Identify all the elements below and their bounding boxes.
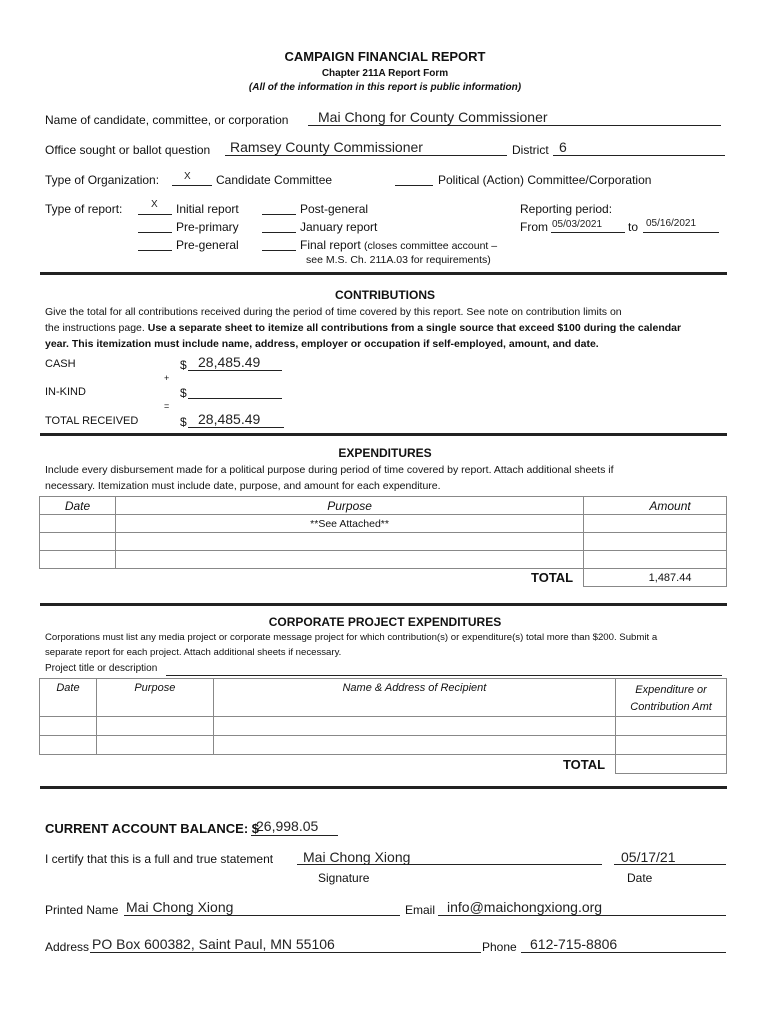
contributions-title: CONTRIBUTIONS (335, 288, 435, 302)
cash-dollar: $ (180, 358, 187, 372)
expenditure-purpose-cell[interactable] (116, 533, 584, 551)
balance-label: CURRENT ACCOUNT BALANCE: $ (45, 821, 260, 836)
corporate-col-amount-1: Expenditure or (635, 684, 707, 696)
to-line (643, 232, 719, 233)
corporate-total-label: TOTAL (213, 755, 615, 774)
phone-line (521, 952, 726, 953)
corporate-date-cell[interactable] (40, 717, 97, 736)
corporate-col-date: Date (40, 679, 97, 717)
printed-name-field[interactable]: Mai Chong Xiong (126, 899, 234, 915)
empty-cell (40, 755, 97, 774)
expenditures-col-amount: Amount (584, 497, 727, 515)
cash-label: CASH (45, 358, 76, 370)
preprimary-label: Pre-primary (176, 220, 239, 234)
reporting-period-label: Reporting period: (520, 202, 613, 216)
initial-line (138, 214, 172, 215)
org-type-label: Type of Organization: (45, 173, 160, 187)
total-received-line (188, 427, 284, 428)
initial-label: Initial report (176, 202, 239, 216)
corporate-purpose-cell[interactable] (96, 717, 213, 736)
expenditures-total-label: TOTAL (116, 569, 584, 587)
empty-cell (40, 569, 116, 587)
org-candidate-checkbox[interactable]: X (184, 171, 191, 182)
january-line[interactable] (262, 232, 296, 233)
expenditure-date-cell[interactable] (40, 551, 116, 569)
expenditure-purpose-cell[interactable]: **See Attached** (116, 515, 584, 533)
district-field[interactable]: 6 (559, 139, 567, 155)
contributions-text-2 (45, 320, 681, 336)
plus-sign: + (164, 373, 170, 383)
address-label: Address (45, 940, 90, 954)
inkind-label: IN-KIND (45, 386, 86, 398)
expenditure-amount-cell[interactable] (584, 533, 727, 551)
january-label: January report (300, 220, 378, 234)
corporate-header-row (40, 679, 727, 717)
pregeneral-label: Pre-general (176, 238, 239, 252)
table-row (40, 736, 727, 755)
to-date-field[interactable]: 05/16/2021 (646, 218, 697, 229)
table-row (40, 717, 727, 736)
email-line (438, 915, 726, 916)
from-label: From (520, 220, 548, 234)
office-label: Office sought or ballot question (45, 143, 211, 157)
expenditures-title: EXPENDITURES (338, 446, 432, 460)
printed-name-label: Printed Name (45, 903, 119, 917)
section-divider-balance (40, 786, 727, 789)
date-field[interactable]: 05/17/21 (621, 849, 676, 865)
section-divider-corporate (40, 603, 727, 606)
expenditure-purpose-cell[interactable] (116, 551, 584, 569)
table-row (40, 551, 727, 569)
contributions-text-1: Give the total for all contributions received during the period of time covered by this report. See note on contribution limits on (45, 306, 622, 318)
district-label: District (512, 143, 549, 157)
project-title-label: Project title or description (45, 663, 158, 674)
expenditures-header-row (40, 497, 727, 515)
table-row (40, 515, 727, 533)
candidate-name-label: Name of candidate, committee, or corporation (45, 113, 289, 127)
corporate-text-1: Corporations must list any media project or corporate message project for which contribution(s) or expenditure(s) total more than $200. Submit a (45, 632, 658, 643)
report-title: CAMPAIGN FINANCIAL REPORT (284, 49, 486, 64)
candidate-name-line (308, 125, 721, 126)
expenditure-date-cell[interactable] (40, 515, 116, 533)
corporate-amount-cell[interactable] (616, 717, 727, 736)
email-field[interactable]: info@maichongxiong.org (447, 899, 603, 915)
total-dollar: $ (180, 415, 187, 429)
expenditures-total-row (40, 569, 727, 587)
project-title-field[interactable] (166, 675, 722, 676)
empty-cell (96, 755, 213, 774)
from-line (551, 232, 625, 233)
corporate-col-amount-2: Contribution Amt (630, 701, 712, 713)
phone-label: Phone (482, 940, 517, 954)
contributions-text-3: year. This itemization must include name, address, employer or occupation if self-employed, amount, and date. (45, 338, 599, 350)
cash-field[interactable]: 28,485.49 (198, 354, 261, 370)
report-subtitle: Chapter 211A Report Form (321, 68, 449, 79)
pregeneral-line[interactable] (138, 250, 172, 251)
date-label: Date (627, 871, 653, 885)
email-label: Email (405, 903, 436, 917)
corporate-date-cell[interactable] (40, 736, 97, 755)
final-text: Final report (300, 238, 361, 252)
total-received-field[interactable]: 28,485.49 (198, 411, 261, 427)
postgeneral-line[interactable] (262, 214, 296, 215)
corporate-recipient-cell[interactable] (213, 736, 615, 755)
corporate-col-purpose: Purpose (96, 679, 213, 717)
cash-line (188, 370, 282, 371)
candidate-name-field[interactable]: Mai Chong for County Commissioner (318, 109, 548, 125)
expenditure-amount-cell[interactable] (584, 551, 727, 569)
expenditures-total-field[interactable]: 1,487.44 (584, 569, 727, 587)
inkind-dollar: $ (180, 386, 187, 400)
corporate-purpose-cell[interactable] (96, 736, 213, 755)
table-row (40, 533, 727, 551)
corporate-table (39, 678, 727, 774)
expenditure-amount-cell[interactable] (584, 515, 727, 533)
expenditures-table (39, 496, 727, 587)
certify-statement: I certify that this is a full and true statement (45, 852, 274, 866)
corporate-total-field[interactable] (616, 755, 727, 774)
final-note-2: see M.S. Ch. 211A.03 for requirements) (306, 254, 491, 266)
initial-checkbox[interactable]: X (151, 199, 158, 210)
corporate-col-recipient: Name & Address of Recipient (213, 679, 615, 717)
org-candidate-label: Candidate Committee (216, 173, 333, 187)
final-note-1: (closes committee account – (364, 240, 498, 252)
from-date-field[interactable]: 05/03/2021 (552, 219, 603, 230)
printed-name-line (124, 915, 400, 916)
contributions-text-2b: Use a separate sheet to itemize all contributions from a single source that exceed $100 during the calendar (147, 322, 682, 334)
postgeneral-label: Post-general (300, 202, 369, 216)
contributions-text-2a: the instructions page. (45, 322, 148, 334)
corporate-amount-cell[interactable] (616, 736, 727, 755)
expenditure-date-cell[interactable] (40, 533, 116, 551)
expenditures-col-date: Date (40, 497, 116, 515)
final-label (300, 238, 497, 252)
to-label: to (628, 220, 639, 234)
signature-field[interactable]: Mai Chong Xiong (303, 849, 411, 865)
expenditures-col-purpose: Purpose (116, 497, 584, 515)
report-type-label: Type of report: (45, 202, 123, 216)
corporate-text-2: separate report for each project. Attach additional sheets if necessary. (45, 647, 342, 658)
corporate-col-amount (616, 679, 727, 717)
office-field[interactable]: Ramsey County Commissioner (230, 139, 423, 155)
address-line (90, 952, 481, 953)
public-note: (All of the information in this report is public information) (248, 82, 522, 93)
balance-field[interactable]: 26,998.05 (256, 818, 319, 834)
corporate-recipient-cell[interactable] (213, 717, 615, 736)
org-political-line[interactable] (395, 185, 433, 186)
section-divider-contributions (40, 272, 727, 275)
section-divider-expenditures (40, 433, 727, 436)
corporate-total-row (40, 755, 727, 774)
org-candidate-line (172, 185, 212, 186)
balance-line (251, 835, 338, 836)
preprimary-line[interactable] (138, 232, 172, 233)
expenditures-text-1: Include every disbursement made for a political purpose during period of time covered by report. Attach additional sheets if (45, 464, 614, 476)
expenditures-text-2: necessary. Itemization must include date, purpose, and amount for each expenditure. (45, 480, 441, 492)
total-received-label: TOTAL RECEIVED (45, 415, 139, 427)
final-line[interactable] (262, 250, 296, 251)
signature-label: Signature (318, 871, 370, 885)
org-political-label: Political (Action) Committee/Corporation (438, 173, 652, 187)
inkind-field[interactable] (188, 398, 282, 399)
corporate-title: CORPORATE PROJECT EXPENDITURES (268, 615, 502, 629)
equals-sign: = (164, 401, 170, 411)
district-line (553, 155, 725, 156)
office-line (225, 155, 507, 156)
address-field[interactable]: PO Box 600382, Saint Paul, MN 55106 (92, 936, 335, 952)
phone-field[interactable]: 612-715-8806 (530, 936, 618, 952)
